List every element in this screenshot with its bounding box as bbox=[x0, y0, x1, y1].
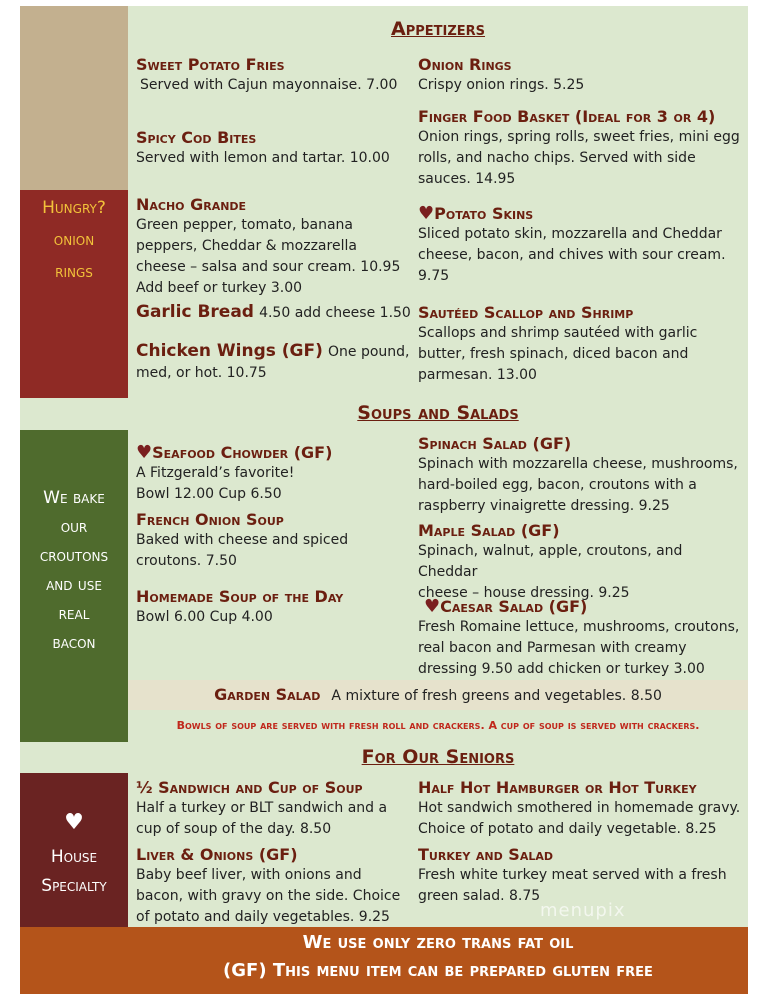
item-homemade-soup: Homemade Soup of the Day Bowl 6.00 Cup 4.00 bbox=[136, 587, 344, 625]
item-sweet-potato-fries: Sweet Potato Fries Served with Cajun mayonnaise. 7.00 bbox=[136, 55, 398, 93]
item-chicken-wings: Chicken Wings (GF) One pound, med, or hot. 10.75 bbox=[136, 341, 410, 381]
heart-icon: ♥ bbox=[424, 596, 441, 617]
side-text-onion: Hungry? onion rings bbox=[42, 198, 106, 282]
item-potato-skins: ♥Potato Skins Sliced potato skin, mozzarella and Cheddar cheese, bacon, and chives with sour cream. 9.75 bbox=[418, 203, 726, 284]
item-spinach-salad: Spinach Salad (GF) Spinach with mozzarella cheese, mushrooms, hard-boiled egg, bacon, croutons with a raspberry vinaigrette dressing. 9.25 bbox=[418, 434, 738, 514]
section-title-seniors: For Our Seniors bbox=[361, 746, 515, 768]
soup-note: Bowls of soup are served with fresh roll and crackers. A cup of soup is served with crackers. bbox=[176, 719, 700, 732]
item-half-hot-hamburger: Half Hot Hamburger or Hot Turkey Hot sandwich smothered in homemade gravy. Choice of potato and daily vegetable. 8.25 bbox=[418, 778, 741, 837]
item-nacho-grande: Nacho Grande Green pepper, tomato, banana peppers, Cheddar & mozzarella cheese – salsa and sour cream. 10.95 Add beef or turkey 3.00 bbox=[136, 195, 401, 296]
footer-trans-fat: We use only zero trans fat oil bbox=[302, 932, 574, 953]
footer-gluten-free: (GF) This menu item can be prepared gluten free bbox=[223, 960, 653, 981]
item-finger-food-basket: Finger Food Basket (Ideal for 3 or 4) Onion rings, spring rolls, sweet fries, mini egg rolls, and nacho chips. Served with side sauces. 14.95 bbox=[418, 107, 740, 187]
item-liver-onions: Liver & Onions (GF) Baby beef liver, with onions and bacon, with gravy on the side. Choice of potato and daily vegetables. 9.25 bbox=[136, 845, 401, 925]
item-caesar-salad: ♥Caesar Salad (GF) Fresh Romaine lettuce, mushrooms, croutons, real bacon and Parmesan with creamy dressing 9.50 add chicken or turkey 3.00 bbox=[418, 596, 740, 677]
item-onion-rings: Onion Rings Crispy onion rings. 5.25 bbox=[418, 55, 585, 93]
item-spicy-cod-bites: Spicy Cod Bites Served with lemon and tartar. 10.00 bbox=[136, 128, 390, 166]
item-seafood-chowder: ♥Seafood Chowder (GF) A Fitzgerald’s favorite! Bowl 12.00 Cup 6.50 bbox=[136, 442, 333, 502]
item-sauteed-scallop-shrimp: Sautéed Scallop and Shrimp Scallops and shrimp sautéed with garlic butter, fresh spinach, diced bacon and parmesan. 13.00 bbox=[418, 303, 698, 383]
item-garlic-bread: Garlic Bread 4.50 add cheese 1.50 bbox=[136, 302, 411, 322]
section-title-soups-salads: Soups and Salads bbox=[357, 402, 519, 424]
heart-icon: ♥ bbox=[64, 810, 84, 835]
side-text-specialty: ♥ House Specialty bbox=[20, 808, 128, 901]
item-french-onion-soup: French Onion Soup Baked with cheese and spiced croutons. 7.50 bbox=[136, 510, 349, 569]
section-title-appetizers: Appetizers bbox=[390, 18, 486, 40]
item-turkey-salad: Turkey and Salad Fresh white turkey meat served with a fresh green salad. 8.75 bbox=[418, 845, 727, 904]
heart-icon: ♥ bbox=[136, 442, 153, 463]
heart-icon: ♥ bbox=[418, 203, 435, 224]
item-maple-salad: Maple Salad (GF) Spinach, walnut, apple, croutons, and Cheddar cheese – house dressing. 9.25 bbox=[418, 521, 683, 601]
side-block-tan bbox=[20, 6, 128, 190]
item-half-sandwich-soup: ½ Sandwich and Cup of Soup Half a turkey or BLT sandwich and a cup of soup of the day. 8.50 bbox=[136, 778, 388, 837]
item-garden-salad: Garden Salad A mixture of fresh greens and vegetables. 8.50 bbox=[214, 685, 662, 704]
side-text-croutons: We bake our croutons and use real bacon bbox=[39, 488, 109, 653]
watermark: menupix bbox=[540, 900, 626, 921]
